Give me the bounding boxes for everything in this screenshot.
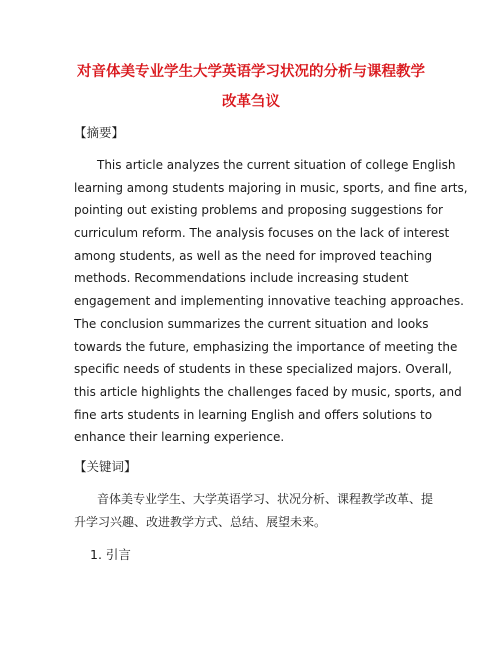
abstract-line: among students, as well as the need for improved teaching	[74, 248, 433, 263]
section-1-heading: 1. 引言	[90, 547, 131, 562]
abstract-paragraph	[74, 154, 468, 449]
abstract-line: towards the future, emphasizing the importance of meeting the	[74, 339, 458, 354]
abstract-line: specific needs of students in these specialized majors. Overall,	[74, 362, 452, 377]
keywords-heading: 【关键词】	[74, 459, 137, 474]
keywords-paragraph	[74, 488, 439, 533]
document-title-line-2: 改革刍议	[222, 94, 280, 110]
abstract-line: this article highlights the challenges faced by music, sports, and	[74, 384, 462, 399]
abstract-line: learning among students majoring in music, sports, and fine arts,	[74, 180, 468, 195]
abstract-line: This article analyzes the current situation of college English	[97, 158, 456, 172]
abstract-line: curriculum reform. The analysis focuses on the lack of interest	[74, 226, 450, 241]
abstract-heading: 【摘要】	[74, 125, 125, 140]
abstract-line: fine arts students in learning English and offers solutions to	[74, 407, 433, 422]
keywords-line: 升学习兴趣、改进教学方式、总结、展望未来。	[74, 514, 327, 529]
document-title-line-1: 对音体美专业学生大学英语学习状况的分析与课程教学	[77, 64, 425, 80]
keywords-line: 音体美专业学生、大学英语学习、状况分析、课程教学改革、提	[97, 492, 434, 506]
abstract-line: enhance their learning experience.	[74, 430, 285, 445]
abstract-line: engagement and implementing innovative teaching approaches.	[74, 294, 464, 309]
abstract-line: pointing out existing problems and proposing suggestions for	[74, 203, 443, 218]
abstract-line: methods. Recommendations include increasing student	[74, 271, 409, 286]
abstract-line: The conclusion summarizes the current situation and looks	[74, 316, 429, 331]
